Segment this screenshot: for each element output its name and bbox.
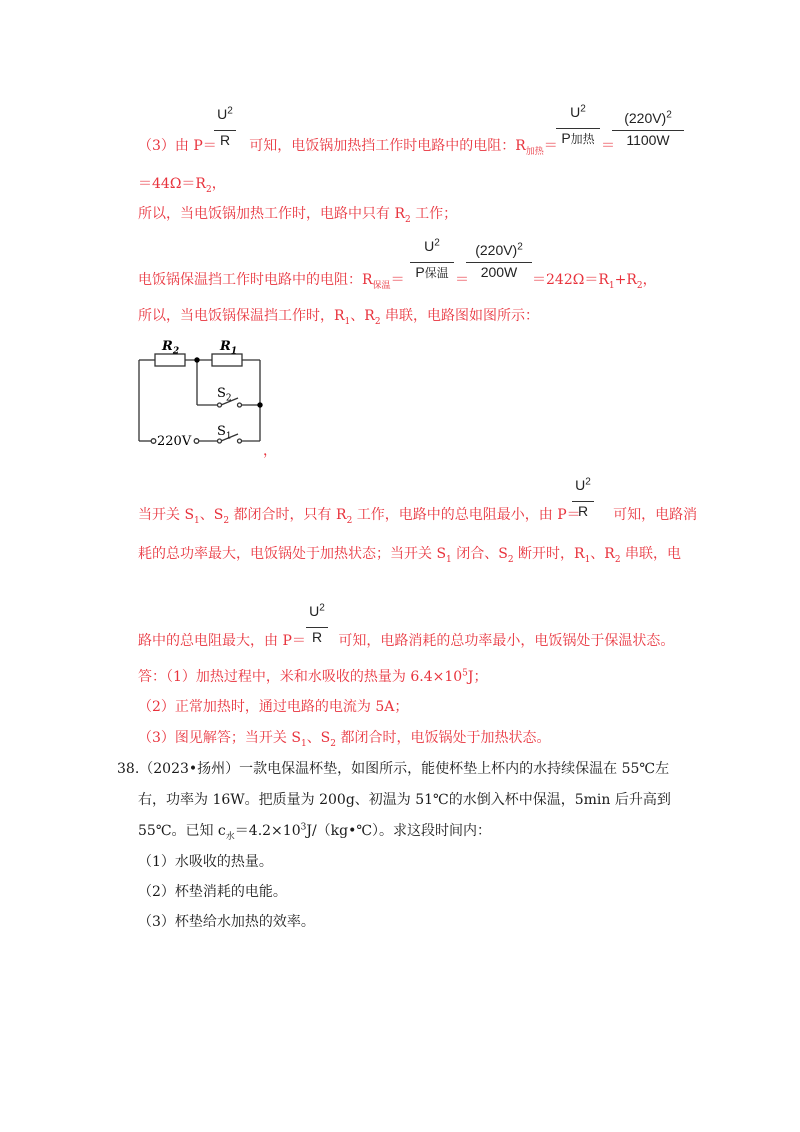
numerator: U <box>424 238 435 254</box>
numerator: U <box>309 603 320 619</box>
subscript: 保温 <box>372 280 391 291</box>
text: ＝ <box>543 138 558 154</box>
problem-38-question-2 <box>138 883 287 901</box>
text: 闭合、S <box>451 546 508 562</box>
fraction-220-over-1100 <box>612 110 684 156</box>
exponent: 2 <box>517 241 523 253</box>
text: （1）水吸收的热量。 <box>138 854 273 870</box>
text: 可知，电路消耗的总功率最小，电饭锅处于保温状态。 <box>333 633 675 649</box>
answer-line-3 <box>138 729 550 747</box>
problem-38-line-1 <box>117 760 669 778</box>
terminal-left <box>151 439 156 444</box>
exponent: 2 <box>319 602 325 614</box>
text: 、S <box>199 507 224 523</box>
fraction-220-over-200 <box>466 242 532 288</box>
text: 所以，当电饭锅加热工作时，电路中只有 R <box>138 206 405 222</box>
fraction-u2-over-pheat <box>556 104 600 154</box>
text: 耗的总功率最大，电饭锅处于加热状态；当开关 S <box>138 546 447 562</box>
text: 答：（1）加热过程中，米和水吸收的热量为 6.4×10 <box>138 669 463 685</box>
fraction-u2-over-r <box>214 106 236 156</box>
text: 都闭合时，电饭锅处于加热状态。 <box>336 730 551 746</box>
subscript: 2 <box>172 346 180 357</box>
denominator-sub: 加热 <box>570 132 595 146</box>
subscript: 2 <box>405 214 411 225</box>
problem-38-line-3 <box>138 822 491 840</box>
superscript: 3 <box>300 822 307 833</box>
exponent: 2 <box>434 237 440 249</box>
solution-line-only-r2 <box>138 205 457 223</box>
solution-line-keep <box>138 271 405 289</box>
circuit-label-r1 <box>220 338 237 356</box>
subscript: 2 <box>225 393 232 404</box>
denominator: R <box>311 629 323 645</box>
subscript: 1 <box>230 346 238 357</box>
text: （3）由 P＝ <box>138 138 217 154</box>
circuit-label-s1 <box>217 423 232 441</box>
circuit-label-s2 <box>217 385 232 403</box>
text: 220V <box>157 434 192 449</box>
text: 、R <box>350 308 375 324</box>
solution-para-line-2 <box>138 545 681 563</box>
numerator: (220V) <box>624 110 667 126</box>
subscript: 2 <box>330 738 337 749</box>
subscript: 2 <box>346 515 353 526</box>
text: 所以，当电饭锅保温挡工作时，R <box>138 308 345 324</box>
circuit-label-r2 <box>162 338 179 356</box>
text: 、R <box>590 546 615 562</box>
text: 、S <box>306 730 331 746</box>
text: 55℃。已知 c <box>138 823 226 839</box>
text: +R <box>614 272 637 288</box>
denominator: P <box>561 130 571 146</box>
numerator: U <box>575 477 586 493</box>
subscript: 2 <box>374 316 381 327</box>
text: （3）杯垫给水加热的效率。 <box>138 914 315 930</box>
text: ＝242Ω＝R <box>532 272 609 288</box>
text: （2）正常加热时，通过电路的电流为 5A； <box>138 699 409 715</box>
exponent: 2 <box>585 476 591 488</box>
superscript: 5 <box>462 668 468 679</box>
text: ＝ <box>455 272 469 288</box>
answer-line-2 <box>138 698 408 716</box>
text: 串联，电 <box>620 546 682 562</box>
fraction-u2-over-r-3 <box>306 603 328 653</box>
denominator: P <box>415 264 425 280</box>
denominator-sub: 保温 <box>424 266 449 280</box>
text: ＝4.2×10 <box>234 823 301 839</box>
denominator: 1100W <box>626 132 670 148</box>
subscript: 1 <box>194 515 200 526</box>
circuit-trailing-comma <box>263 442 277 460</box>
junction-top <box>194 357 199 362</box>
problem-38-question-3 <box>138 913 315 931</box>
subscript: 1 <box>300 738 307 749</box>
numerator: U <box>570 104 581 120</box>
subscript: 2 <box>636 280 643 291</box>
text: 串联，电路图如图所示： <box>380 308 540 324</box>
text: 工作，电路中的总电阻最小，由 P＝ <box>352 507 581 523</box>
solution-para-line-3 <box>138 632 674 650</box>
text: （2）杯垫消耗的电能。 <box>138 884 287 900</box>
solution-line-series <box>138 307 539 325</box>
solution-line-3 <box>138 137 558 155</box>
text: S <box>217 424 226 439</box>
text: J/（kg•℃）。求这段时间内： <box>306 823 492 839</box>
text: 断开时，R <box>513 546 585 562</box>
solution-line-keep-tail <box>532 271 657 289</box>
subscript: 1 <box>446 554 452 565</box>
exponent: 2 <box>666 109 672 121</box>
text: 38.（2023•扬州）一款电保温杯垫，如图所示，能使杯垫上杯内的水持续保温在 55℃左 <box>117 761 670 777</box>
text: S <box>217 386 226 401</box>
subscript: 2 <box>614 554 621 565</box>
text: ＝44Ω＝R <box>138 176 206 192</box>
denominator: R <box>219 132 231 148</box>
text: R <box>220 339 231 354</box>
text: ＝ <box>390 272 405 288</box>
subscript: 2 <box>223 515 230 526</box>
subscript: 加热 <box>525 146 544 157</box>
text: 电饭锅保温挡工作时电路中的电阻：R <box>138 272 373 288</box>
terminal-right <box>194 439 199 444</box>
text: ， <box>211 176 226 192</box>
solution-para-line-1 <box>138 506 697 524</box>
answer-line-1 <box>138 668 488 686</box>
denominator: 200W <box>480 264 518 280</box>
text: 路中的总电阻最大，由 P＝ <box>138 633 306 649</box>
text: ， <box>642 272 657 288</box>
numerator: U <box>217 106 228 122</box>
numerator: (220V) <box>475 242 518 258</box>
text: 当开关 S <box>138 507 195 523</box>
text: 可知，电饭锅加热挡工作时电路中的电阻：R <box>244 138 526 154</box>
subscript: 2 <box>507 554 514 565</box>
fraction-u2-over-pkeep <box>410 238 454 288</box>
text: 右，功率为 16W。把质量为 200g、初温为 51℃的水倒入杯中保温，5min 后升高到 <box>138 792 671 808</box>
text: （3）图见解答；当开关 S <box>138 730 301 746</box>
exponent: 2 <box>580 103 586 115</box>
subscript: 水 <box>225 831 235 842</box>
subscript: 1 <box>225 431 232 442</box>
fraction-u2-over-r-2 <box>572 477 594 527</box>
text: 工作； <box>410 206 458 222</box>
solution-line-44 <box>138 175 226 193</box>
text: ＝ <box>601 138 615 154</box>
subscript: 1 <box>584 554 591 565</box>
text: 可知，电路消 <box>608 507 698 523</box>
subscript: 2 <box>205 184 212 195</box>
text: J； <box>467 669 488 685</box>
circuit-voltage-label <box>157 433 191 451</box>
junction-right <box>257 402 262 407</box>
problem-38-line-2 <box>138 791 671 809</box>
denominator: R <box>577 503 589 519</box>
exponent: 2 <box>227 105 233 117</box>
text: 都闭合时，只有 R <box>229 507 347 523</box>
subscript: 1 <box>344 316 351 327</box>
text: R <box>162 339 173 354</box>
problem-38-question-1 <box>138 853 273 871</box>
subscript: 1 <box>608 280 615 291</box>
text: ， <box>263 443 277 459</box>
